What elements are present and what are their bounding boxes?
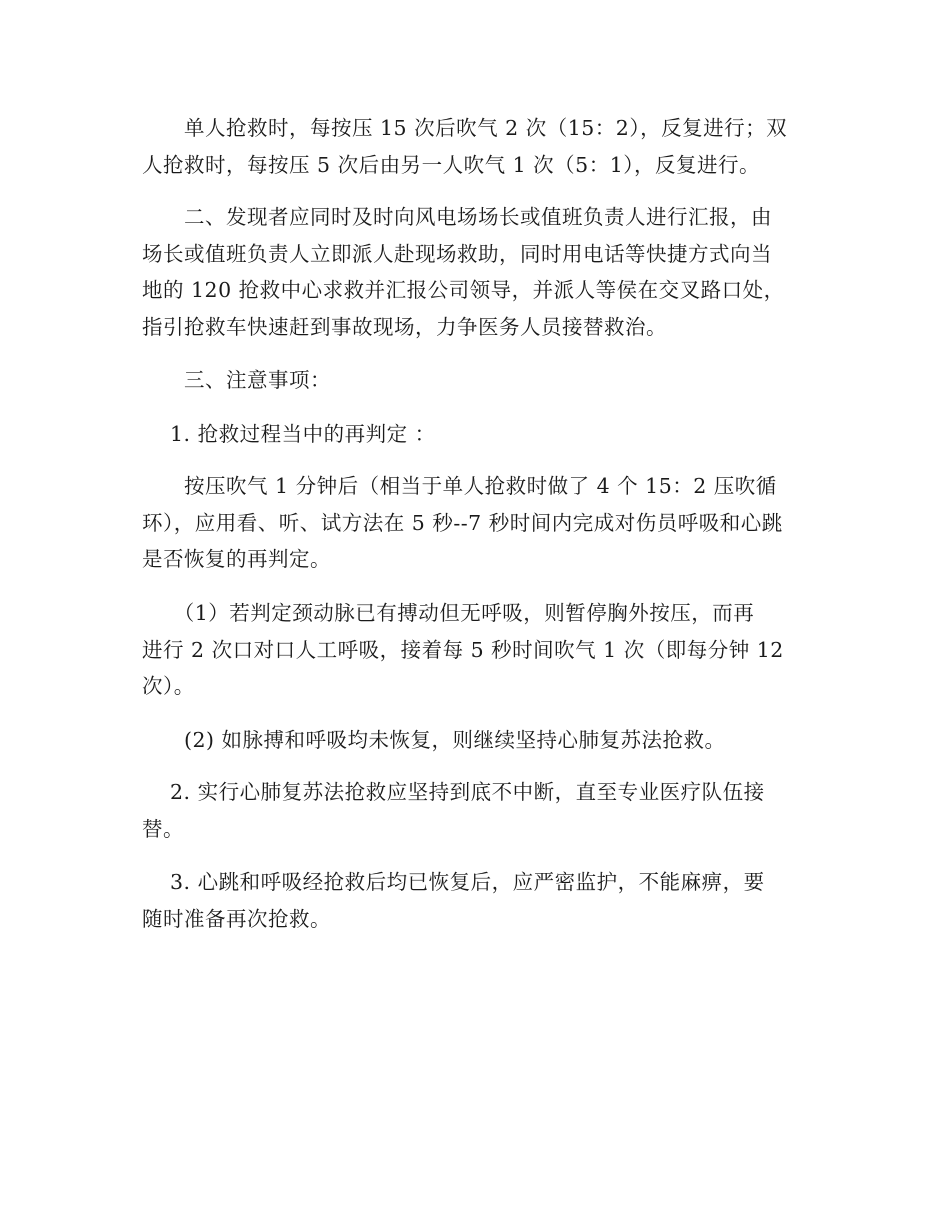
text-line: 单人抢救时，每按压 15 次后吹气 2 次（15：2），反复进行；双 (142, 116, 788, 140)
text-line: （1）若判定颈动脉已有搏动但无呼吸，则暂停胸外按压，而再 (142, 601, 755, 625)
text-line: 次）。 (142, 674, 195, 698)
text-line: 地的 120 抢救中心求救并汇报公司领导，并派人等侯在交叉路口处， (142, 278, 785, 302)
text-line: 2. 实行心肺复苏法抢救应坚持到底不中断，直至专业医疗队伍接 (142, 780, 765, 804)
text-line: 是否恢复的再判定。 (142, 547, 331, 571)
text-line: (2) 如脉搏和呼吸均未恢复，则继续坚持心肺复苏法抢救。 (142, 728, 726, 752)
paragraph-single-rescuer-ratio (142, 110, 817, 183)
paragraph-subitem-1 (142, 595, 817, 705)
paragraph-report-procedure (142, 199, 817, 345)
text-line: 人抢救时，每按压 5 次后由另一人吹气 1 次（5：1），反复进行。 (142, 152, 760, 177)
paragraph-reassessment-timing (142, 468, 817, 578)
paragraph-subitem-2 (142, 722, 817, 759)
text-line: 二、发现者应同时及时向风电场场长或值班负责人进行汇报，由 (142, 205, 772, 229)
text-line: 环），应用看、听、试方法在 5 秒--7 秒时间内完成对伤员呼吸和心跳 (142, 510, 783, 535)
text-line: 进行 2 次口对口人工呼吸，接着每 5 秒时间吹气 1 次（即每分钟 12 (142, 637, 784, 662)
text-line: 指引抢救车快速赶到事故现场，力争医务人员接替救治。 (142, 314, 667, 339)
section-heading-notes (142, 362, 817, 399)
paragraph-item-3 (142, 864, 817, 937)
text-line: 3. 心跳和呼吸经抢救后均已恢复后，应严密监护，不能麻痹，要 (142, 870, 765, 894)
text-line: 场长或值班负责人立即派人赴现场救助，同时用电话等快捷方式向当 (142, 241, 772, 266)
text-line: 按压吹气 1 分钟后（相当于单人抢救时做了 4 个 15：2 压吹循 (142, 474, 777, 498)
text-line: 三、注意事项： (142, 368, 331, 392)
text-line: 替。 (142, 816, 184, 841)
text-line: 随时准备再次抢救。 (142, 906, 331, 931)
item-heading-reassessment (142, 416, 817, 453)
text-line: 1. 抢救过程当中的再判定 ： (142, 422, 436, 446)
paragraph-item-2 (142, 774, 817, 847)
